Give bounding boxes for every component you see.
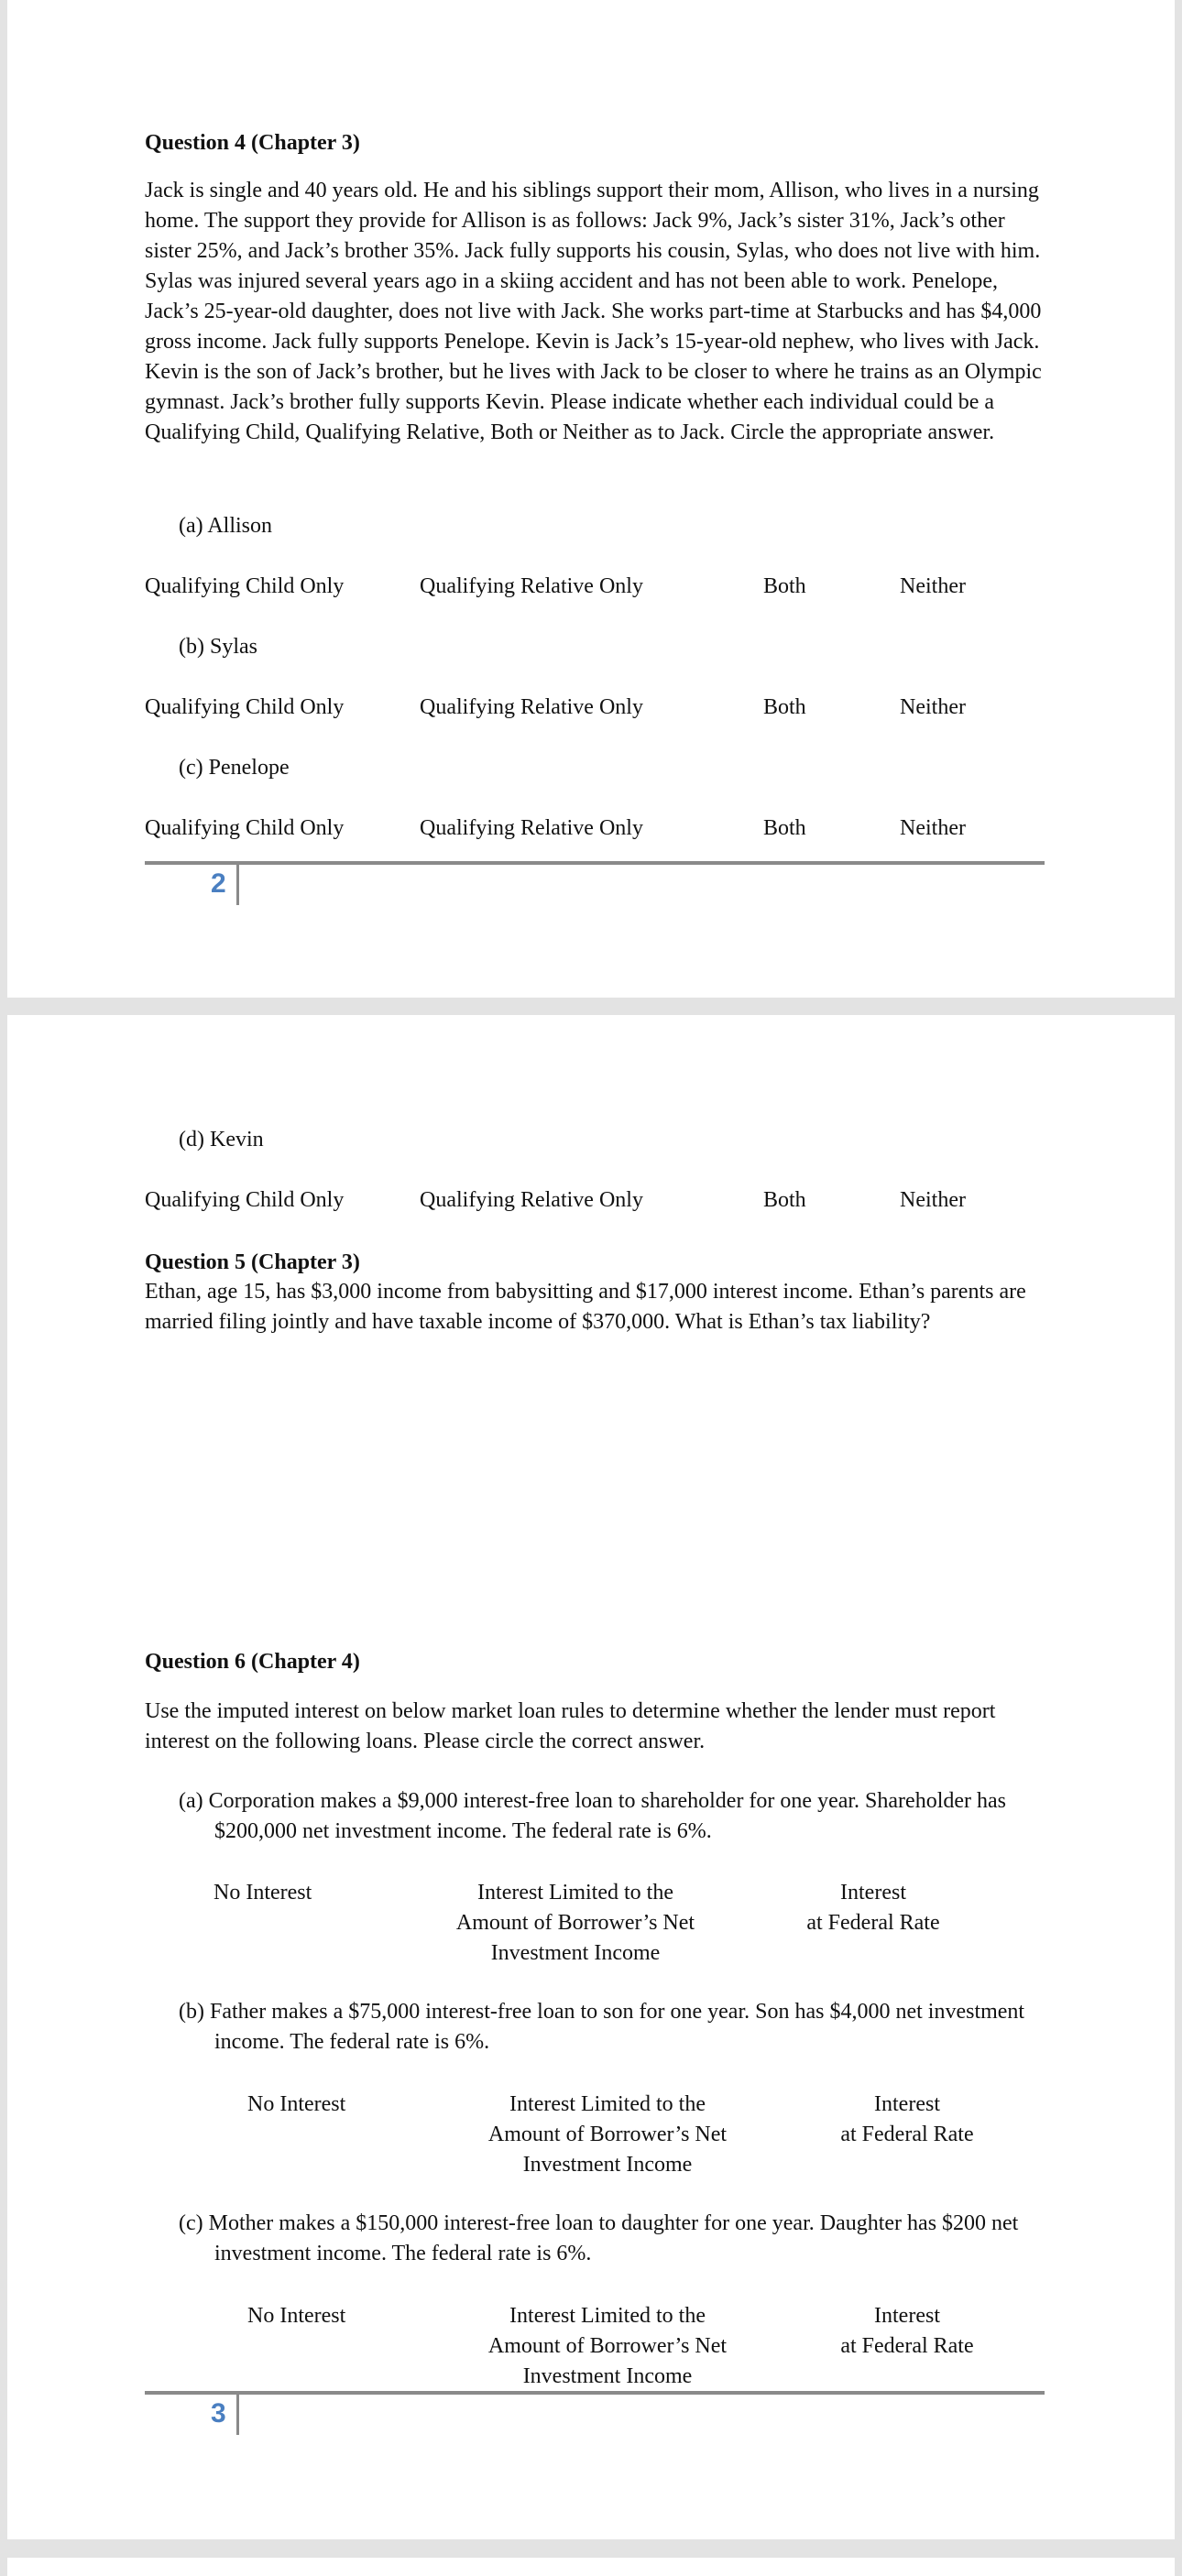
option-federal-line-2: at Federal Rate [840,2123,974,2146]
option-qualifying-relative[interactable]: Qualifying Relative Only [420,1188,643,1212]
option-interest-limited-line-2: Amount of Borrower’s Net [455,1911,695,1935]
question-4-body: Jack is single and 40 years old. He and his siblings support their mom, Allison, who lives in a nursing home. The support they provide for Allison is as follows: Jack 9%, Jack’s sister 31%, Jack’s other sister 25%, and Jack’s brother 35%. Jack fully supports his cousin, Sylas, who does not live with him. Sylas was injured several years ago in a skiing accident and has not been able to work. Penelope, Jack’s 25-year-old daughter, does not live with Jack. She works part-time at Starbucks and has $4,000 gross income. Jack fully supports Penelope. Kevin is Jack’s 15-year-old nephew, who lives with Jack. Kevin is the son of Jack’s brother, but he lives with Jack to be closer to where he trains as an Olympic gymnast. Jack’s brother fully supports Kevin. Please indicate whether each individual could be a Qualifying Child, Qualifying Relative, Both or Neither as to Jack. Circle the appropriate answer. [145,179,1042,444]
option-qualifying-relative[interactable]: Qualifying Relative Only [420,574,643,598]
option-interest-federal-rate[interactable] [811,2301,1003,2362]
option-neither[interactable]: Neither [900,816,966,840]
option-interest-limited-line-1: Interest Limited to the [509,2304,706,2328]
option-interest-limited[interactable] [470,2301,745,2392]
question-4-heading: Question 4 (Chapter 3) [145,131,360,155]
option-interest-limited-line-3: Investment Income [490,1941,661,1965]
option-interest-federal-rate[interactable] [811,2090,1003,2150]
footer-rule [145,861,1045,865]
option-no-interest[interactable]: No Interest [213,1881,312,1905]
option-interest-limited-line-2: Amount of Borrower’s Net [487,2123,728,2146]
item-d-label: (d) Kevin [179,1128,264,1152]
option-interest-federal-rate[interactable] [777,1878,969,1938]
option-qualifying-child[interactable]: Qualifying Child Only [145,695,345,719]
option-neither[interactable]: Neither [900,574,966,598]
option-federal-line-1: Interest [874,2304,940,2328]
option-interest-limited-line-1: Interest Limited to the [509,2092,706,2116]
item-a-label: (a) Allison [179,514,272,538]
document-page-3-edge [7,2558,1175,2576]
option-qualifying-child[interactable]: Qualifying Child Only [145,816,345,840]
page-number-divider [236,865,239,905]
option-both[interactable]: Both [763,695,806,719]
question-6-heading: Question 6 (Chapter 4) [145,1650,360,1674]
item-c-label: (c) Penelope [179,756,290,780]
question-5-heading: Question 5 (Chapter 3) [145,1250,360,1274]
option-neither[interactable]: Neither [900,1188,966,1212]
option-neither[interactable]: Neither [900,695,966,719]
option-federal-line-2: at Federal Rate [840,2334,974,2358]
option-both[interactable]: Both [763,1188,806,1212]
document-page-2 [7,1015,1175,2539]
option-federal-line-2: at Federal Rate [806,1911,940,1935]
page-number: 3 [211,2398,226,2429]
option-interest-limited-line-3: Investment Income [522,2153,693,2177]
option-qualifying-child[interactable]: Qualifying Child Only [145,1188,345,1212]
question-6-intro: Use the imputed interest on below market loan rules to determine whether the lender must report interest on the following loans. Please circle the correct answer. [145,1699,996,1753]
option-interest-limited[interactable] [438,1878,713,1969]
option-qualifying-child[interactable]: Qualifying Child Only [145,574,345,598]
option-no-interest[interactable]: No Interest [247,2092,346,2116]
option-both[interactable]: Both [763,574,806,598]
option-qualifying-relative[interactable]: Qualifying Relative Only [420,695,643,719]
page-number-divider [236,2395,239,2435]
option-both[interactable]: Both [763,816,806,840]
page-number: 2 [211,868,226,899]
loan-item-b: (b) Father makes a $75,000 interest-free loan to son for one year. Son has $4,000 net investment income. The federal rate is 6%. [179,2000,1025,2054]
option-interest-limited-line-3: Investment Income [522,2364,693,2388]
document-page-1 [7,0,1175,998]
option-federal-line-1: Interest [874,2092,940,2116]
option-no-interest[interactable]: No Interest [247,2304,346,2328]
option-federal-line-1: Interest [840,1881,906,1905]
loan-item-a: (a) Corporation makes a $9,000 interest-free loan to shareholder for one year. Shareholder has $200,000 net investment income. The federal rate is 6%. [179,1789,1006,1843]
footer-rule [145,2391,1045,2395]
option-interest-limited-line-1: Interest Limited to the [477,1881,673,1905]
question-5-body: Ethan, age 15, has $3,000 income from babysitting and $17,000 interest income. Ethan’s parents are married filing jointly and have taxable income of $370,000. What is Ethan’s tax liability? [145,1280,1026,1334]
option-qualifying-relative[interactable]: Qualifying Relative Only [420,816,643,840]
option-interest-limited[interactable] [470,2090,745,2180]
item-b-label: (b) Sylas [179,635,257,659]
loan-item-c: (c) Mother makes a $150,000 interest-free loan to daughter for one year. Daughter has $200 net investment income. The federal rate is 6%. [179,2211,1019,2265]
option-interest-limited-line-2: Amount of Borrower’s Net [487,2334,728,2358]
